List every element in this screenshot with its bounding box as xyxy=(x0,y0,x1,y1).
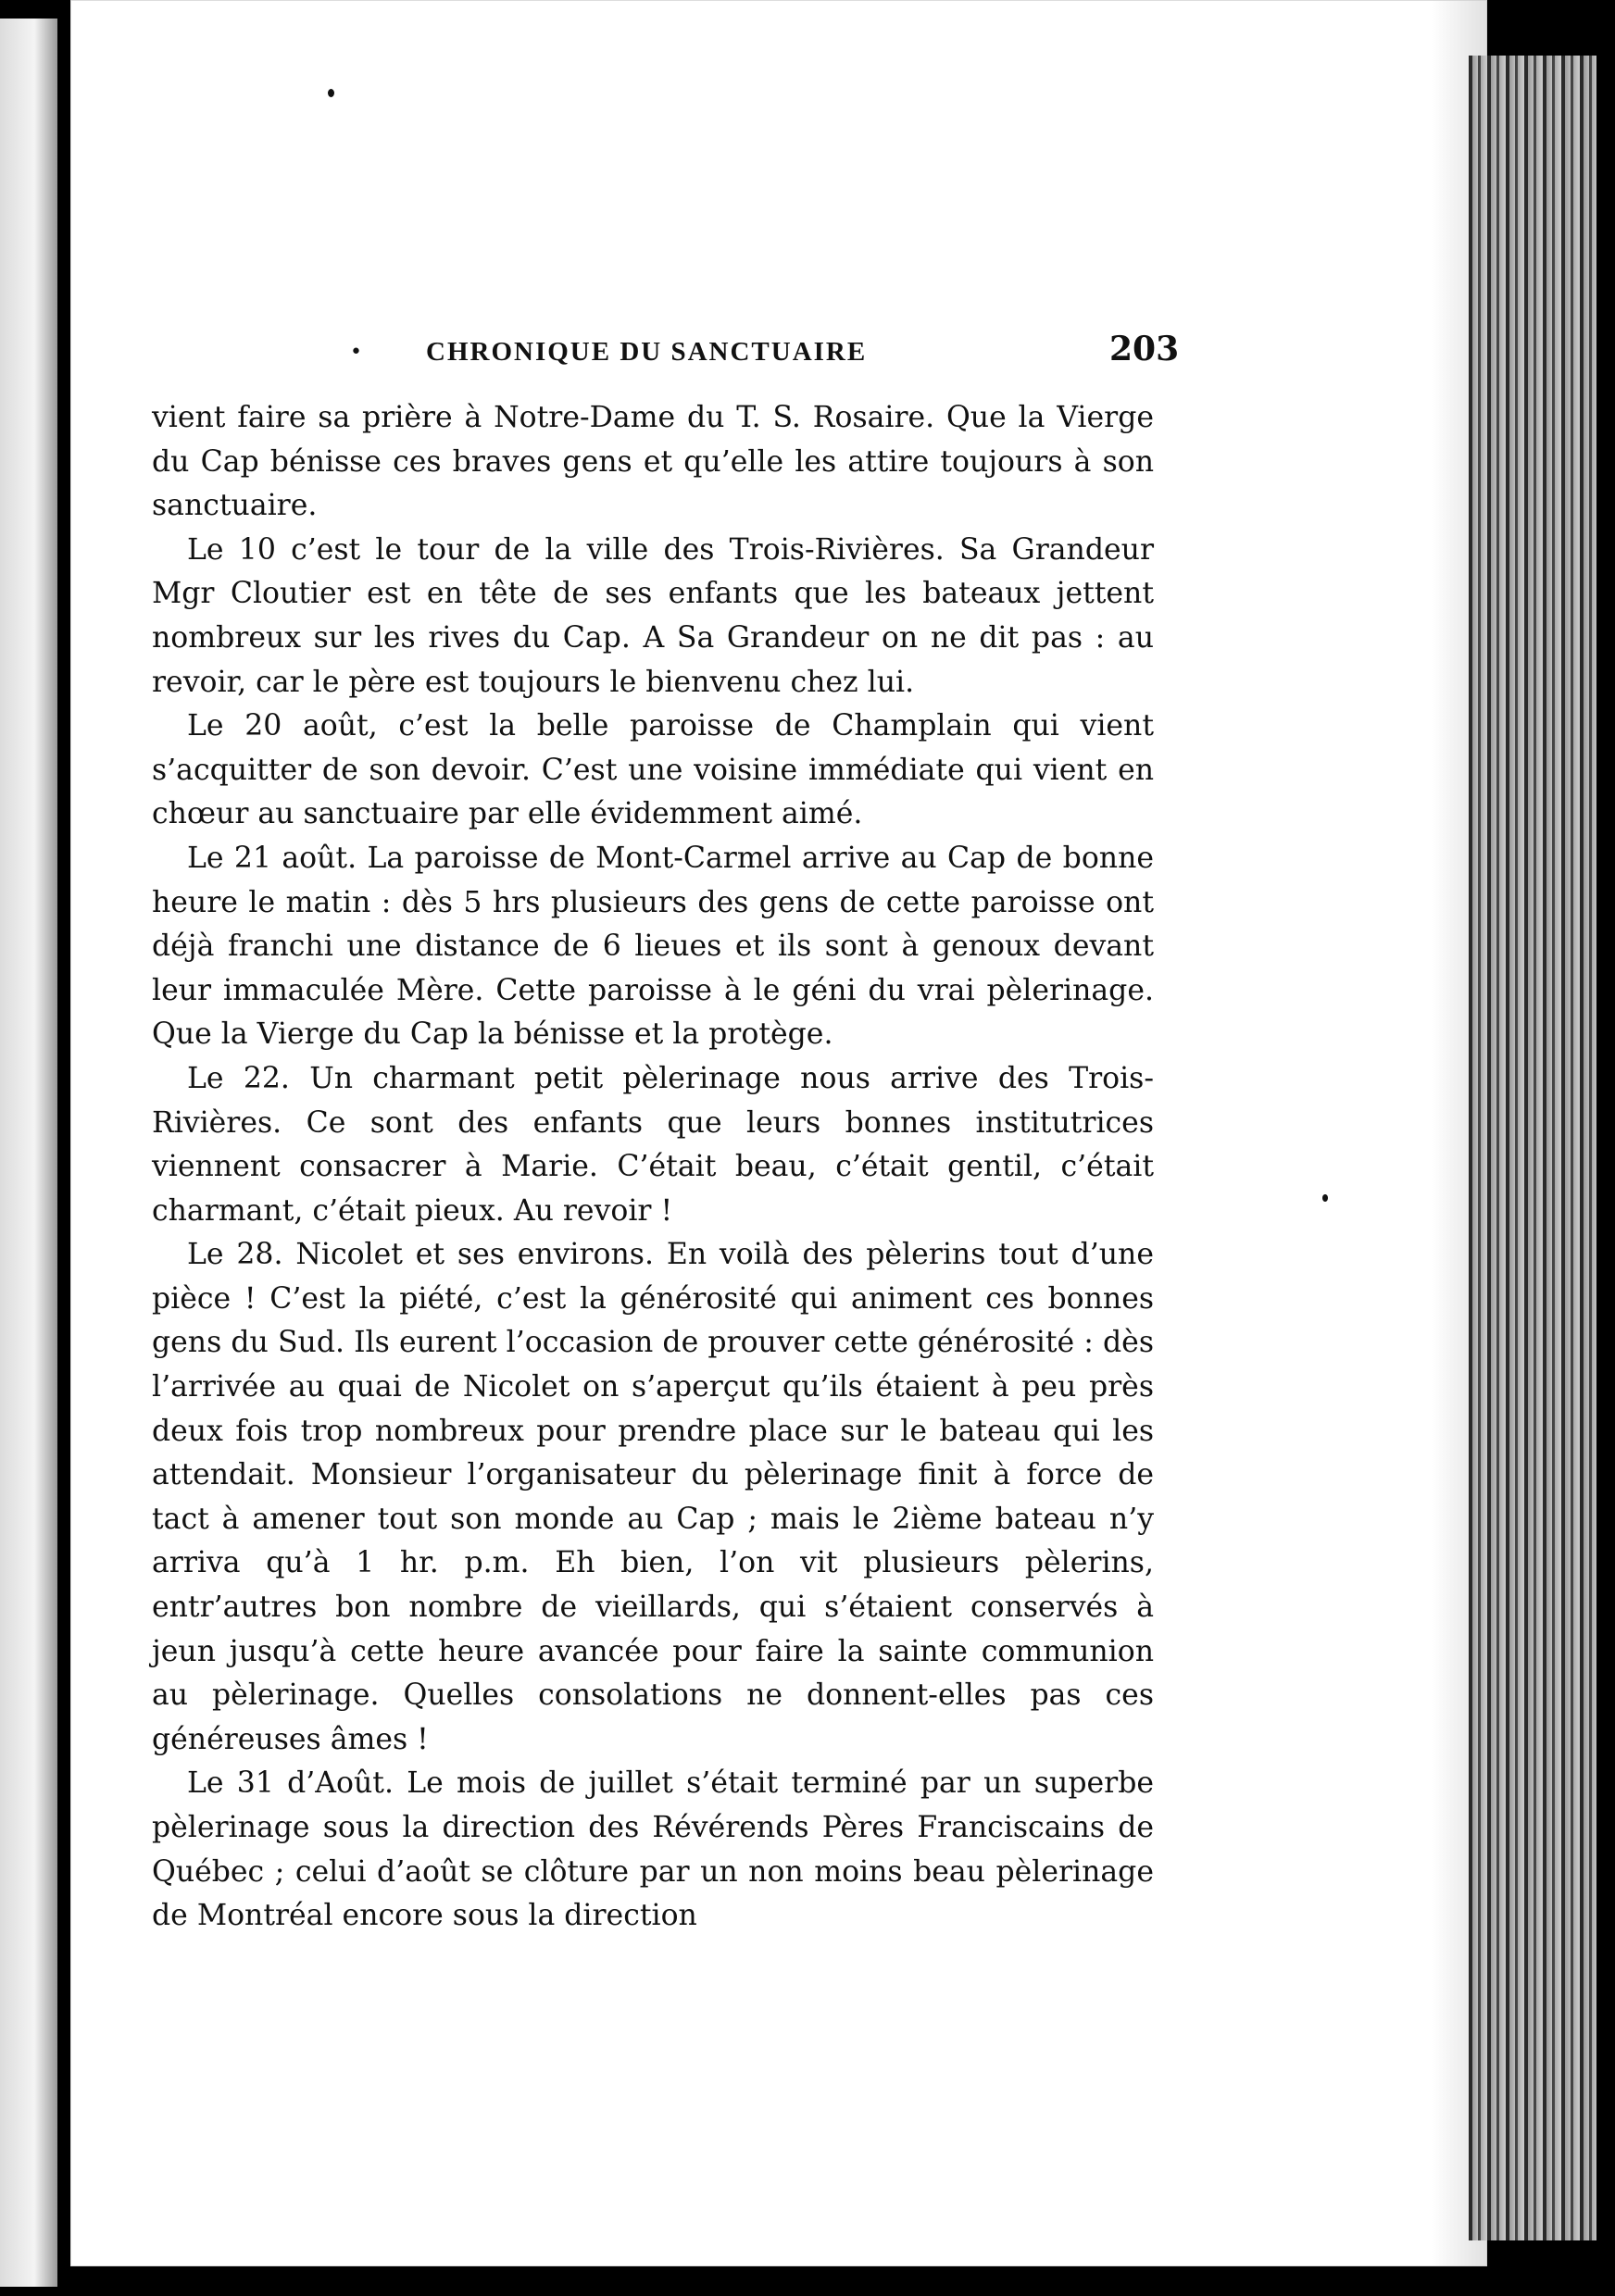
book-gutter xyxy=(57,0,70,2296)
running-head: CHRONIQUE DU SANCTUAIRE xyxy=(426,337,868,367)
facing-page-edge xyxy=(0,19,57,2287)
speck xyxy=(1322,1194,1328,1202)
paragraph: vient faire sa prière à Notre-Dame du T. S. Rosaire. Que la Vierge du Cap bénisse ces braves gens et qu’elle les attire toujours à son sanctuaire. xyxy=(152,401,1154,523)
paragraph: Le 20 août, c’est la belle paroisse de Champlain qui vient s’acquitter de son devoir. C’est une voisine immédiate qui vient en chœur au sanctuaire par elle évidemment aimé. xyxy=(152,709,1154,831)
speck xyxy=(328,89,334,97)
header-bullet: • xyxy=(350,341,362,364)
page-block-edges xyxy=(1469,56,1615,2240)
paragraph: Le 28. Nicolet et ses environs. En voilà des pèlerins tout d’une pièce ! C’est la piété, c’est la générosité qui animent ces bonnes gens du Sud. Ils eurent l’occasion de prouver cette générosité : dès l’arrivée au quai de Nicolet on s’aperçut qu’ils étaient à peu près deux fois trop nombreux pour prendre place sur le bateau qui les attendait. Monsieur l’organisateur du pèlerinage finit à force de tact à amener tout son monde au Cap ; mais le 2ième bateau n’y arriva qu’à 1 hr. p.m. Eh bien, l’on vit plusieurs pèlerins, entr’autres bon nombre de vieillards, qui s’étaient conservés à jeun jusqu’à cette heure avancée pour faire la sainte communion au pèlerinage. Quelles consolations ne donnent-elles pas ces généreuses âmes ! xyxy=(152,1238,1154,1756)
paragraph: Le 10 c’est le tour de la ville des Trois-Rivières. Sa Grandeur Mgr Cloutier est en tête de ses enfants que les bateaux jettent nombreux sur les rives du Cap. A Sa Grandeur on ne dit pas : au revoir, car le père est toujours le bienvenu chez lui. xyxy=(152,532,1154,699)
page-header xyxy=(350,330,1180,385)
scan-border xyxy=(1596,0,1615,2296)
page-number: 203 xyxy=(1109,330,1180,368)
paragraph: Le 22. Un charmant petit pèlerinage nous arrive des Trois-Rivières. Ce sont des enfants que leurs bonnes institutrices viennent consacrer à Marie. C’était beau, c’était gentil, c’était charmant, c’était pieux. Au revoir ! xyxy=(152,1061,1154,1228)
body-text xyxy=(152,396,1154,1939)
paragraph: Le 21 août. La paroisse de Mont-Carmel arrive au Cap de bonne heure le matin : dès 5 hrs plusieurs des gens de cette paroisse ont déjà franchi une distance de 6 lieues et ils sont à genoux devant leur immaculée Mère. Cette paroisse à le géni du vrai pèlerinage. Que la Vierge du Cap la bénisse et la protège. xyxy=(152,841,1154,1052)
paragraph: Le 31 d’Août. Le mois de juillet s’était terminé par un superbe pèlerinage sous la direction des Révérends Pères Franciscains de Québec ; celui d’août se clôture par un non moins beau pèlerinage de Montréal encore sous la direction xyxy=(152,1766,1154,1933)
